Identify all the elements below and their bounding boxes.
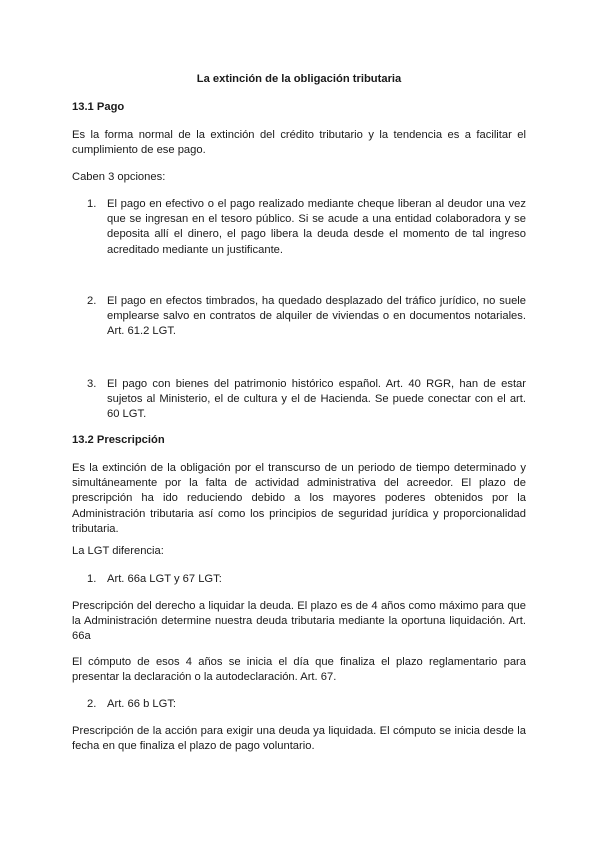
- paragraph-derecho-liquidar: Prescripción del derecho a liquidar la deuda. El plazo es de 4 años como máximo para que la Administración determine nuestra deuda tributaria mediante la oportuna liquidación. Art. 66a: [72, 600, 526, 643]
- list-item-prescripcion-1: [87, 572, 526, 587]
- paragraph-accion-exigir: Prescripción de la acción para exigir una deuda ya liquidada. El cómputo se inicia desde la fecha en que finaliza el plazo de pago voluntario.: [72, 725, 526, 753]
- list-item-pago-2: [87, 294, 526, 340]
- section-heading-pago: 13.1 Pago: [72, 101, 125, 113]
- list-text: El pago en efectos timbrados, ha quedado desplazado del tráfico jurídico, no suele emplearse salvo en contratos de alquiler de viviendas o en documentos notariales. Art. 61.2 LGT.: [107, 295, 526, 338]
- list-text: Art. 66a LGT y 67 LGT:: [107, 573, 222, 585]
- paragraph-lgt-diferencia: La LGT diferencia:: [72, 545, 164, 557]
- list-number: 1.: [87, 198, 97, 210]
- paragraph-computo: El cómputo de esos 4 años se inicia el día que finaliza el plazo reglamentario para presentar la declaración o la autodeclaración. Art. 67.: [72, 656, 526, 684]
- list-number: 1.: [87, 573, 97, 585]
- list-item-pago-3: [87, 377, 526, 423]
- list-item-pago-1: [87, 197, 526, 258]
- list-number: 3.: [87, 378, 97, 390]
- list-text: El pago en efectivo o el pago realizado mediante cheque liberan al deudor una vez que se ingresan en el tesoro público. Si se acude a una entidad colaboradora y se deposita allí el dinero, el pago libera la deuda desde el momento de tal ingreso acreditado mediante un justificante.: [107, 198, 526, 256]
- list-number: 2.: [87, 698, 97, 710]
- paragraph-prescripcion-intro: Es la extinción de la obligación por el transcurso de un periodo de tiempo determinado y simultáneamente por la falta de actividad administrativa del acreedor. El plazo de prescripción ha ido reduciendo debido a los mayores poderes obtenidos por la Administración tributaria así como los principios de seguridad jurídica y proporcionalidad tributaria.: [72, 462, 526, 535]
- document-title: La extinción de la obligación tributaria: [196, 73, 402, 85]
- list-item-prescripcion-2: [87, 697, 526, 712]
- list-text: El pago con bienes del patrimonio histórico español. Art. 40 RGR, han de estar sujetos al Ministerio, el de cultura y el de Hacienda. Se puede conectar con el art. 60 LGT.: [107, 378, 526, 421]
- paragraph-opciones: Caben 3 opciones:: [72, 171, 166, 183]
- paragraph-pago-intro: Es la forma normal de la extinción del crédito tributario y la tendencia es a facilitar el cumplimiento de ese pago.: [72, 129, 526, 157]
- list-number: 2.: [87, 295, 97, 307]
- list-text: Art. 66 b LGT:: [107, 698, 177, 710]
- section-heading-prescripcion: 13.2 Prescripción: [72, 434, 165, 446]
